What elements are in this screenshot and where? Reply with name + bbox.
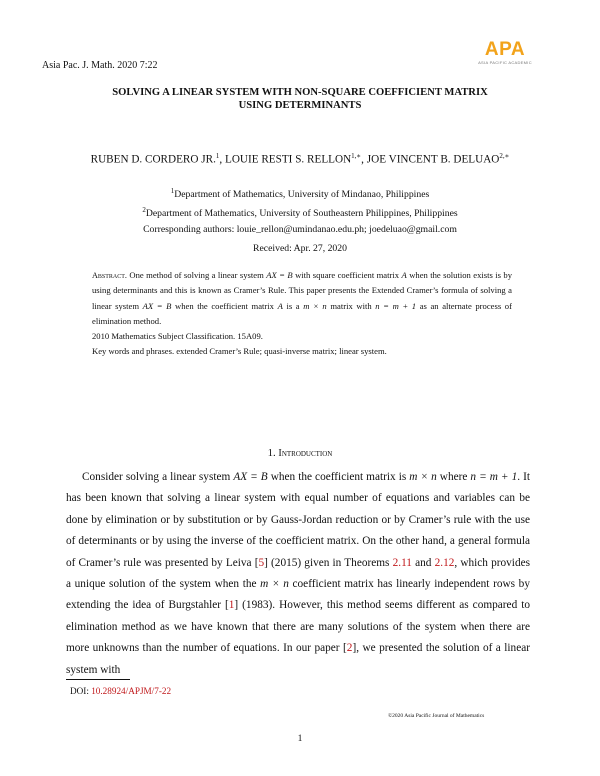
journal-reference: Asia Pac. J. Math. 2020 7:22 <box>42 60 158 71</box>
author-list: RUBEN D. CORDERO JR.$^1$, LOUIE RESTI S. $RELLON^{1,∗}$, JOE VINCENT B. $DELUAO^{2,∗}$ <box>90 152 510 166</box>
author-name: JOE VINCENT B. DELUAO <box>366 153 500 166</box>
logo-subtext: ASIA PACIFIC ACADEMIC <box>478 60 532 65</box>
publisher-logo <box>474 40 536 65</box>
affiliation-mark: 2 <box>142 206 146 214</box>
keywords: Key words and phrases. extended Cramer’s Rule; quasi-inverse matrix; linear system. <box>92 346 387 357</box>
affiliation-text: Department of Mathematics, University of Southeastern Philippines, Philippines <box>145 208 458 220</box>
author-mark: 2,∗ <box>499 152 510 160</box>
doi-label: DOI: <box>70 686 89 696</box>
citation-link[interactable]: 1 <box>228 599 235 612</box>
affiliation-2 <box>0 206 600 219</box>
section-number: 1. <box>267 447 276 459</box>
title-line-2: USING DETERMINANTS <box>238 100 362 111</box>
affiliation-text: Department of Mathematics, University of Mindanao, Philippines <box>174 189 430 201</box>
affiliation-mark: 1 <box>170 187 175 195</box>
theorem-link[interactable]: 2.11 <box>392 556 412 569</box>
paper-title <box>60 86 540 112</box>
author-mark: 1 <box>215 152 220 160</box>
doi-footnote <box>70 686 171 696</box>
doi-link[interactable]: 10.28924/APJM/7-22 <box>91 686 172 696</box>
citation-link[interactable]: 5 <box>258 556 265 569</box>
logo-text: APA <box>484 39 526 60</box>
author-name: RUBEN D. CORDERO JR. <box>90 153 216 166</box>
body-text <box>66 467 530 681</box>
affiliation-1 <box>0 187 600 200</box>
citation-link[interactable]: 2 <box>346 642 353 655</box>
abstract <box>92 268 512 360</box>
theorem-link[interactable]: 2.12 <box>434 556 455 569</box>
corresponding-authors: Corresponding authors: louie_rellon@umindanao.edu.ph; joedeluao@gmail.com <box>143 224 457 235</box>
author-name: LOUIE RESTI S. RELLON <box>224 153 352 166</box>
received-date: Received: Apr. 27, 2020 <box>253 243 347 254</box>
abstract-label: Abstract. <box>92 271 127 280</box>
section-title: Introduction <box>278 448 333 459</box>
author-mark: 1,∗ <box>351 152 362 160</box>
title-line-1: SOLVING A LINEAR SYSTEM WITH NON-SQUARE COEFFICIENT MATRIX <box>112 87 488 98</box>
copyright-notice: ©2020 Asia Pacific Journal of Mathematics <box>388 713 485 719</box>
footnote-rule <box>66 679 130 680</box>
msc-classification: 2010 Mathematics Subject Classification. 15A09. <box>92 331 263 342</box>
body-paragraph: Consider solving a linear system AX = B when the coefficient matrix is m × n where n = m + 1. It has been known that solving a linear system with equal number of equations and variables can be done by elimination or by substitution or by Gauss-Jordan reduction or by Cramer’s rule with the use of determinants or by using the inverse of the coefficient matrix. On the other hand, a general formula of Cramer’s rule was presented by Leiva [5] (2015) given in Theorems 2.11 and 2.12, which provides a unique solution of the system when the m × n coefficient matrix has linearly independent rows by extending the idea of Burgstahler [1] (1983). However, this method seems different as compared to elimination method as we have known that there are many solutions of the system when there are more unknowns than the number of equations. In our paper [2], we presented the solution of a linear system with <box>66 471 531 676</box>
page-number: 1 <box>297 733 303 744</box>
abstract-text: Abstract. One method of solving a linear system AX = B with square coefficient matrix A when the solution exists is by using determinants and this is known as Cramer’s Rule. This paper presents the Extended Cramer’s formula of solving a linear system AX = B when the coefficient matrix A is a m × n matrix with n = m + 1 as an alternate process of elimination method. <box>92 270 513 326</box>
section-heading <box>0 447 600 459</box>
